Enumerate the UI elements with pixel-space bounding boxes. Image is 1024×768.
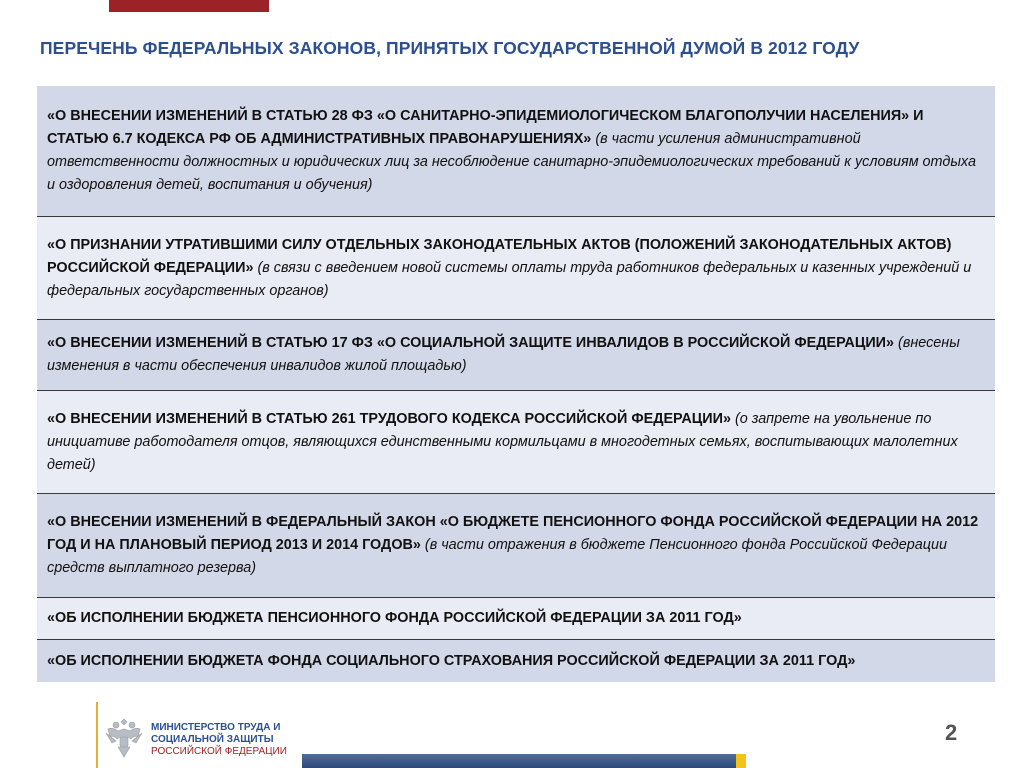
bottom-decorative-bar [302,754,736,768]
laws-table [37,86,995,682]
table-row [37,86,995,217]
law-name: «О ВНЕСЕНИИ ИЗМЕНЕНИЙ В ФЕДЕРАЛЬНЫЙ ЗАКОН «О БЮДЖЕТЕ ПЕНСИОННОГО ФОНДА РОССИЙСКОЙ ФЕДЕРАЦИИ НА 2012 ГОД И НА ПЛАНОВЫЙ ПЕРИОД 2013 И 2014 ГОДОВ» [47,514,979,553]
page-number: 2 [945,720,958,745]
bottom-accent-bar [736,754,746,768]
ministry-line-2: СОЦИАЛЬНОЙ ЗАЩИТЫ [151,734,274,745]
law-note: (в части отражения в бюджете Пенсионного фонда Российской Федерации средств выплатного резерва) [47,537,948,576]
double-headed-eagle-emblem-icon [104,713,144,761]
law-name: «О ПРИЗНАНИИ УТРАТИВШИМИ СИЛУ ОТДЕЛЬНЫХ ЗАКОНОДАТЕЛЬНЫХ АКТОВ (ПОЛОЖЕНИЙ ЗАКОНОДАТЕЛЬНЫХ АКТОВ) РОССИЙСКОЙ ФЕДЕРАЦИИ» [47,236,952,276]
law-name: «О ВНЕСЕНИИ ИЗМЕНЕНИЙ В СТАТЬЮ 17 ФЗ «О СОЦИАЛЬНОЙ ЗАЩИТЕ ИНВАЛИДОВ В РОССИЙСКОЙ ФЕДЕРАЦИИ» [47,335,895,351]
ministry-name [151,722,287,758]
top-accent-bar [109,0,269,12]
law-name: «О ВНЕСЕНИИ ИЗМЕНЕНИЙ В СТАТЬЮ 28 ФЗ «О САНИТАРНО-ЭПИДЕМИОЛОГИЧЕСКОМ БЛАГОПОЛУЧИИ НАСЕЛЕНИЯ» И СТАТЬЮ 6.7 КОДЕКСА РФ ОБ АДМИНИСТРАТИВНЫХ ПРАВОНАРУШЕНИЯХ» [47,108,924,147]
table-row [37,320,995,391]
law-note: (в части усиления административной ответственности должностных и юридических лиц за несоблюдение санитарно-эпидемиологических требований к условиям отдыха и оздоровления детей, воспитания и обучения) [47,131,976,193]
ministry-line-1: МИНИСТЕРСТВО ТРУДА И [151,722,281,733]
law-note: (в связи с введением новой системы оплаты труда работников федеральных и казенных учреждений и федеральных государственных органов) [47,259,972,299]
table-row [37,217,995,320]
footer-divider [96,702,98,768]
table-row [37,640,995,682]
law-name: «О ВНЕСЕНИИ ИЗМЕНЕНИЙ В СТАТЬЮ 261 ТРУДОВОГО КОДЕКСА РОССИЙСКОЙ ФЕДЕРАЦИИ» [47,410,731,427]
ministry-line-3: РОССИЙСКОЙ ФЕДЕРАЦИИ [151,746,287,757]
law-name: «ОБ ИСПОЛНЕНИИ БЮДЖЕТА ПЕНСИОННОГО ФОНДА РОССИЙСКОЙ ФЕДЕРАЦИИ ЗА 2011 ГОД» [47,610,742,626]
law-note: (о запрете на увольнение по инициативе работодателя отцов, являющихся единственными кормильцами в многодетных семьях, воспитывающих малолетних детей) [47,410,958,473]
table-row [37,494,995,598]
page-title: ПЕРЕЧЕНЬ ФЕДЕРАЛЬНЫХ ЗАКОНОВ, ПРИНЯТЫХ ГОСУДАРСТВЕННОЙ ДУМОЙ В 2012 ГОДУ [40,38,860,58]
law-note: (внесены изменения в части обеспечения инвалидов жилой площадью) [47,335,960,374]
table-row [37,391,995,494]
law-name: «ОБ ИСПОЛНЕНИИ БЮДЖЕТА ФОНДА СОЦИАЛЬНОГО СТРАХОВАНИЯ РОССИЙСКОЙ ФЕДЕРАЦИИ ЗА 2011 ГОД» [47,652,856,669]
table-row [37,598,995,640]
